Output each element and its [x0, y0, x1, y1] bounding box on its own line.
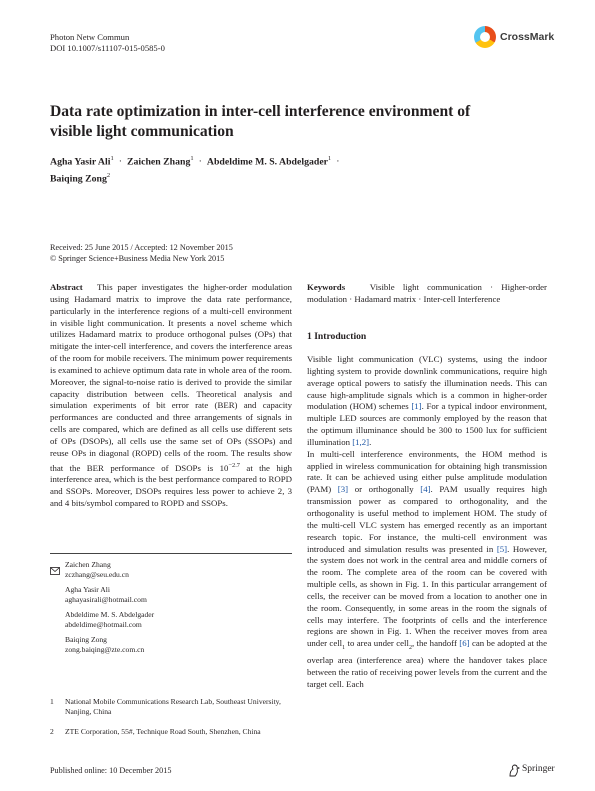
contact-item: Zaichen Zhang zczhang@seu.edu.cn — [65, 560, 290, 580]
citation-link[interactable]: [5] — [496, 543, 508, 554]
author-list: Agha Yasir Ali$^1$ · Zaichen Zhang$^1$ · Abdeldime M. S. Abdelgader$^1$ · Baiqing Zong$^2$ — [50, 155, 340, 185]
running-header — [50, 32, 165, 54]
keywords-label: Keywords — [307, 282, 346, 292]
springer-logo — [508, 764, 568, 778]
contact-item: Baiqing Zong zong.baiqing@zte.com.cn — [65, 635, 290, 655]
author-name: Baiqing Zong — [50, 173, 107, 185]
footnote-rule — [50, 553, 292, 554]
paper-title: Data rate optimization in inter-cell interference environment of visible light communication — [50, 103, 471, 140]
crossmark-icon — [474, 26, 496, 48]
abstract: Abstract This paper investigates the higher-order modulation using Hadamard matrix to improve the data rate performance, particularly in the interference regions of a multi-cell environment in visible light communication. It presents a novel scheme which utilizes Hadamard matrix to produce orthogonal pulses (OPs) that mitigate the inter-cell interference, and covers the interference areas of the room for mobile receivers. The minimum power requirements is examined to achieve optimum data rate in whole area of the room. Moreover, the signal-to-noise ratio is derived to provide the similar capacity distribution between cells. Theoretical analysis and simulation experiments of bit error rate (BER) and capacity performances are conducted and three arrangements of signals in cells are compared, which are defined as all cells use different sets of OPs (DSOPs), all cells use the same set of OPs (SSOPs) and reuse OPs in diagonal (ROPD) cells of the room. The results show that the BER performance of DSOPs is $10^{-2.7}$ at the high interference area, which is the best performance compared to ROPD and SSOPs. Moreover, DSOPs requires less power to achieve 2, 3 and 4 bits/symbol compared to ROPD and SSOPs. — [50, 282, 292, 509]
citation-link[interactable]: [1,2] — [352, 436, 370, 447]
published-online: Published online: 10 December 2015 — [50, 766, 172, 775]
affiliation-text: National Mobile Communications Research Lab, Southeast University, Nanjing, China — [65, 697, 281, 716]
keywords: Keywords Visible light communication · Higher-order modulation · Hadamard matrix · Inter-cell Interference — [307, 282, 547, 304]
crossmark-badge[interactable] — [474, 26, 554, 50]
affiliation-number: 1 — [50, 697, 54, 706]
dates-block — [50, 243, 233, 264]
crossmark-label: CrossMark — [500, 31, 555, 43]
email-link[interactable]: zong.baiqing@zte.com.cn — [65, 645, 145, 654]
citation-link[interactable]: [4] — [420, 484, 431, 495]
citation-link[interactable]: [3] — [337, 484, 349, 495]
email-link[interactable]: aghayasirali@hotmail.com — [65, 595, 147, 604]
citation-link[interactable]: [1] — [411, 401, 422, 412]
contact-item: Abdeldime M. S. Abdelgader abdeldime@hotmail.com — [65, 610, 290, 630]
affiliation-number: 2 — [50, 727, 54, 736]
citation-link[interactable]: [6] — [459, 638, 470, 649]
publisher-name: Springer — [522, 764, 555, 774]
author-name: Abdeldime M. S. Abdelgader — [206, 156, 329, 168]
section-heading: 1 Introduction — [307, 331, 367, 342]
email-link[interactable]: abdeldime@hotmail.com — [65, 620, 142, 629]
affiliation-text: ZTE Corporation, 55#, Technique Road South, Shenzhen, China — [65, 727, 261, 736]
copyright: © Springer Science+Business Media New York 2015 — [50, 253, 225, 263]
author-name: Zaichen Zhang — [126, 156, 191, 168]
intro-paragraph: Visible light communication (VLC) systems, using the indoor lighting system to provide downlink communications, require high average optical powers to satisfy the illumination needs. This can cause high-amplitude signals which is a common in higher-order modulation (HOM) schemes [1]. For a typical indoor environment, multiple LED sources are commonly employed by the reason that the optimum illuminance should be 300 to 1500 lux for sufficient illumination [1,2]. In multi-cell interference environments, the HOM method is applied in wireless communication for obtaining high transmission rate. It can be achieved using either pulse amplitude modulation (PAM) [3] or orthogonally [4]. PAM usually requires high transmission power as compared to orthogonality, and the orthogonality is useful method to implement HOM. The study of the multi-cell VLC system has emerged recently as an important research topic. For instance, the multi-cell environment was introduced and simulation results was presented in [5]. However, the system does not work in the central area and middle corners of the room. The complete area of the room can be covered with multiple cells, as shown in Fig. 1. In this particular arrangement of cells, the receiver can be moved from a location to another one in the room. Consequently, in some areas in the room the signals of cells may interfere. The footprints of cells and the interference regions are shown in Fig. 1. When the receiver moves from area under cell$_1$ to area under cell$_2$, the handoff [6] can be adopted at the overlap area (interference area) where the handover takes place between the ratio of receiving power levels from the current and the target cell. Each — [307, 354, 548, 689]
mail-icon — [50, 562, 60, 580]
correspondence-list — [65, 560, 290, 655]
springer-horse-icon — [508, 764, 520, 777]
contact-item: Agha Yasir Ali aghayasirali@hotmail.com — [65, 585, 290, 605]
abstract-label: Abstract — [50, 282, 83, 292]
author-name: Agha Yasir Ali — [50, 156, 111, 168]
received-date: Received: 25 June 2015 / Accepted: 12 November 2015 — [50, 243, 233, 252]
email-link[interactable]: zczhang@seu.edu.cn — [65, 570, 129, 579]
journal-name: Photon Netw Commun — [50, 32, 130, 42]
doi: DOI 10.1007/s11107-015-0585-0 — [50, 43, 165, 53]
